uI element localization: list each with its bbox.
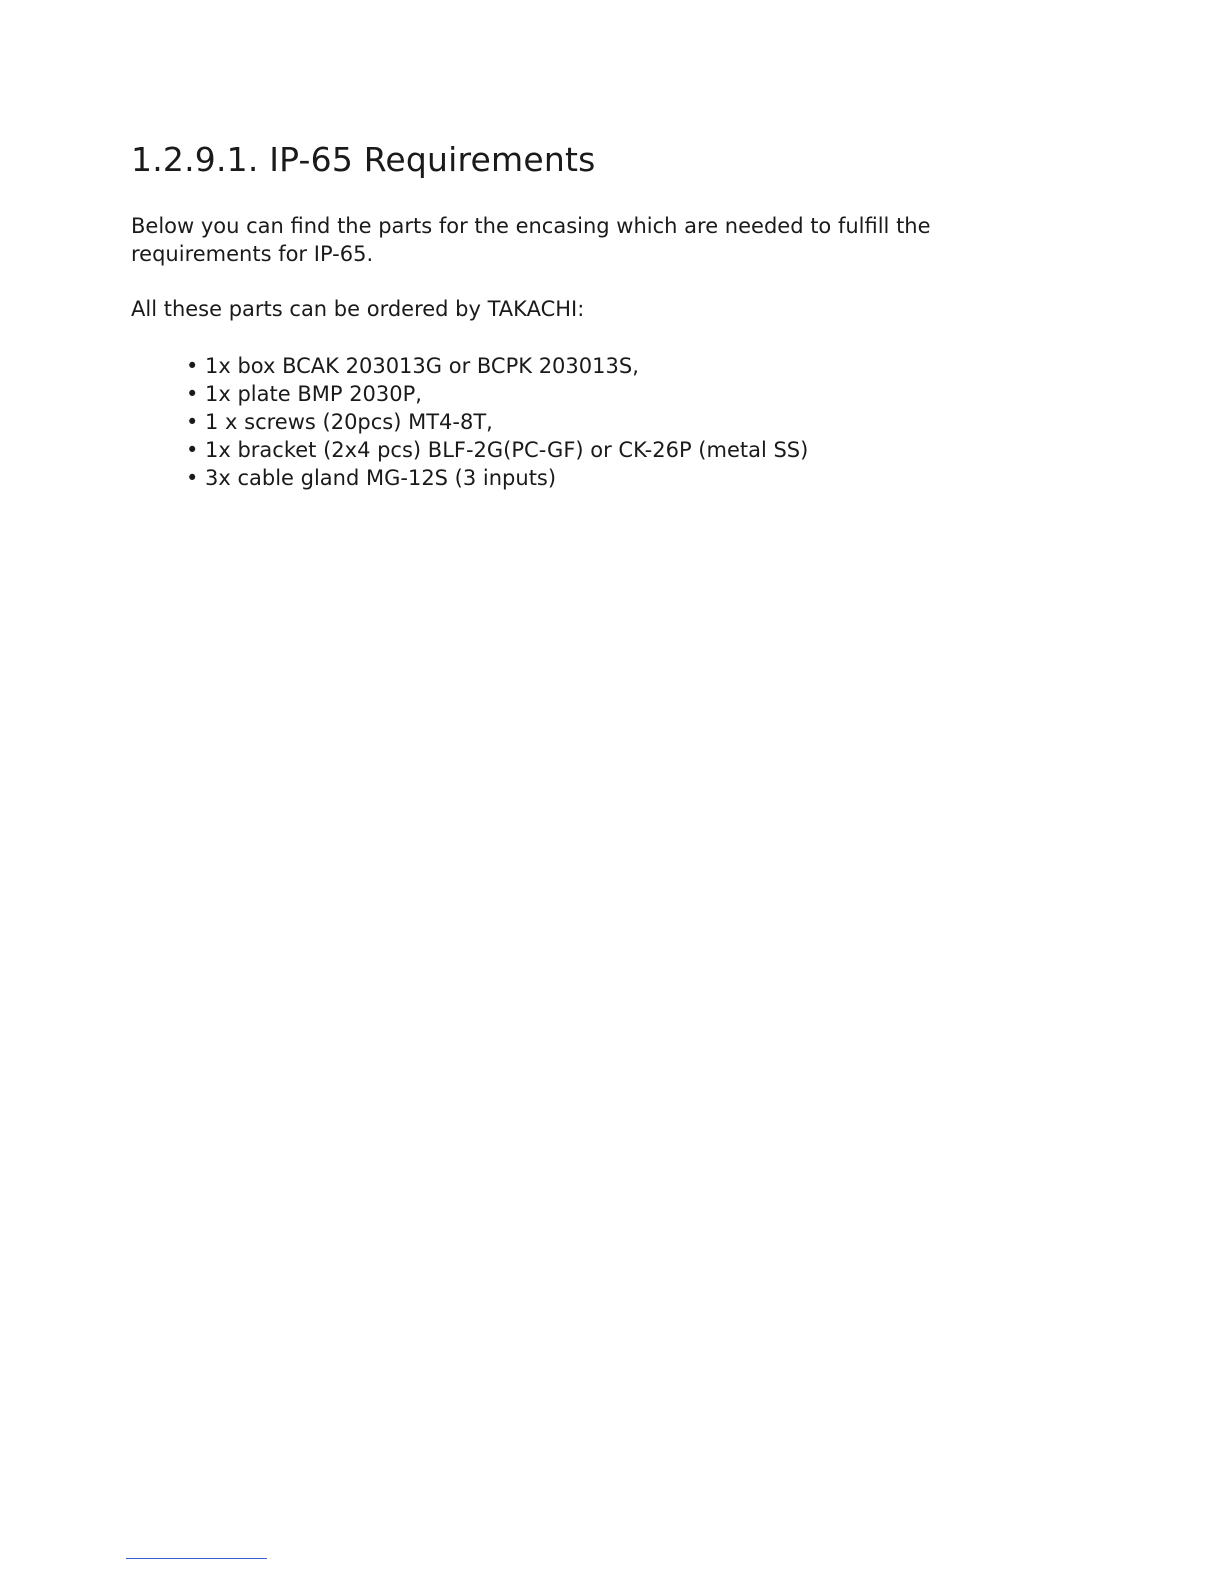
list-item [131,352,808,380]
list-item [131,408,808,436]
bullet-icon: • [186,466,199,490]
list-item [131,436,808,464]
order-paragraph: All these parts can be ordered by TAKACHI: [131,297,585,321]
list-item-text: 3x cable gland MG-12S (3 inputs) [205,466,557,490]
bullet-icon: • [186,382,199,406]
bullet-icon: • [186,438,199,462]
list-item [131,380,808,408]
list-item [131,464,808,492]
list-item-text: 1x box BCAK 203013G or BCPK 203013S, [205,354,639,378]
list-item-text: 1x bracket (2x4 pcs) BLF-2G(PC-GF) or CK-26P (metal SS) [205,438,809,462]
parts-list [131,352,808,492]
list-item-text: 1 x screws (20pcs) MT4-8T, [205,410,493,434]
bullet-icon: • [186,354,199,378]
footnote-separator [126,1558,267,1559]
section-heading: 1.2.9.1. IP-65 Requirements [131,140,596,179]
bullet-icon: • [186,410,199,434]
intro-paragraph: Below you can find the parts for the encasing which are needed to fulfill the requirements for IP-65. [131,214,931,266]
list-item-text: 1x plate BMP 2030P, [205,382,422,406]
